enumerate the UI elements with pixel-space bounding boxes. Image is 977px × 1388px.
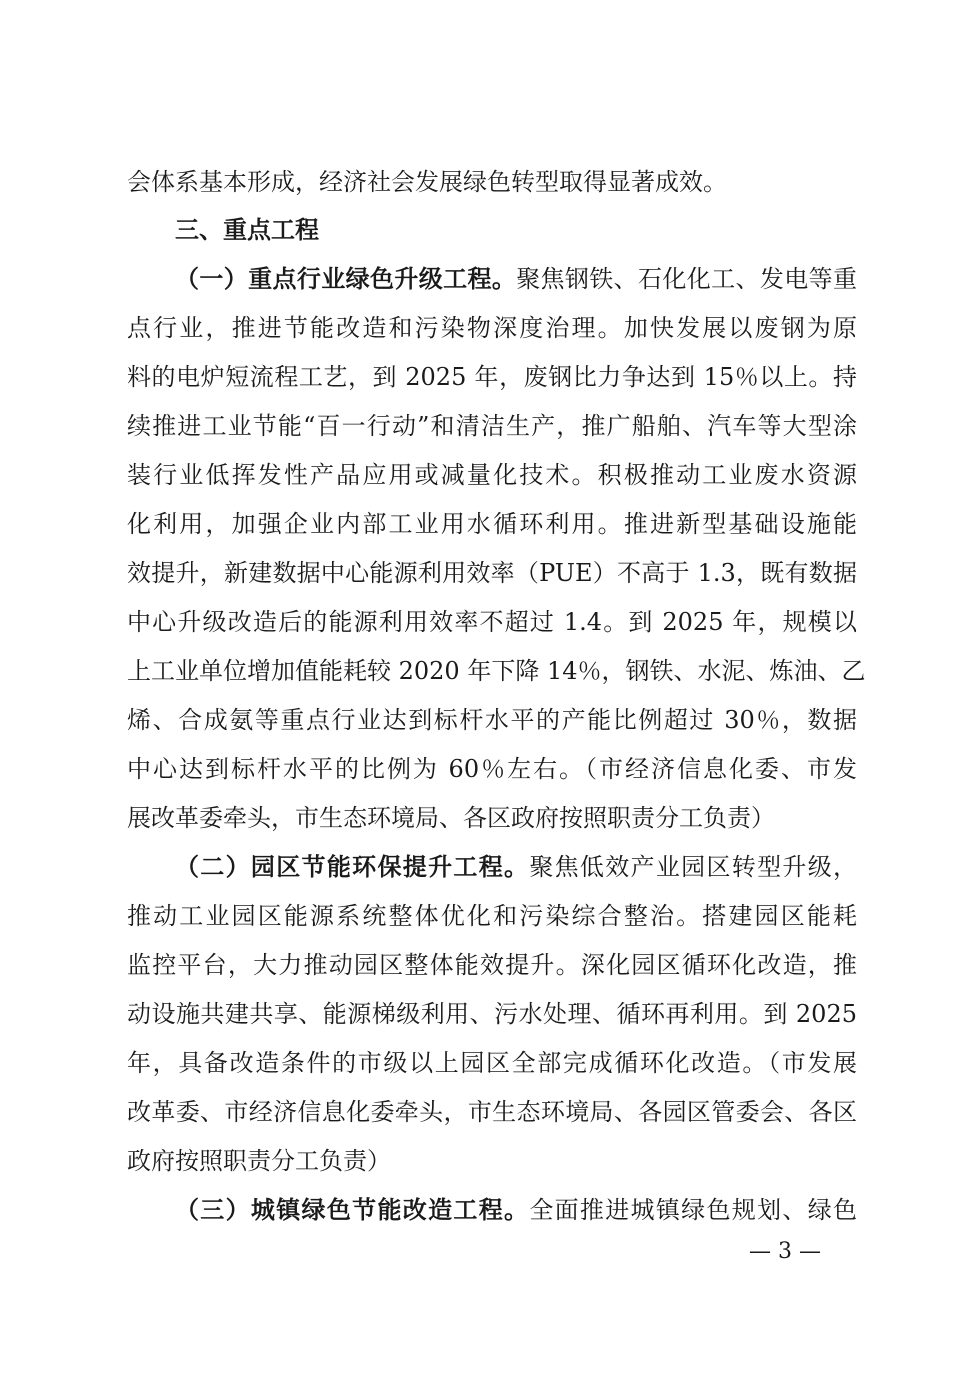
section-heading: 三、重点工程 [175,216,319,244]
paragraph-text: 聚焦低效产业园区转型升级， [529,853,858,881]
subsection-title: （一）重点行业绿色升级工程。 [175,265,517,293]
subsection-title: （二）园区节能环保提升工程。 [175,853,530,881]
paragraph-text: 聚焦钢铁、石化化工、发电等重 [516,265,858,293]
paragraph-line: 上工业单位增加值能耗较 2020 年下降 14％，钢铁、水泥、炼油、乙 [127,657,866,685]
paragraph-line: 推动工业园区能源系统整体优化和污染综合整治。搭建园区能耗 [127,902,857,930]
paragraph-line: 效提升，新建数据中心能源利用效率（PUE）不高于 1.3，既有数据 [127,559,857,587]
paragraph-line: 会体系基本形成，经济社会发展绿色转型取得显著成效。 [127,168,727,196]
paragraph-line: 年，具备改造条件的市级以上园区全部完成循环化改造。（市发展 [127,1049,857,1077]
paragraph-line: 料的电炉短流程工艺，到 2025 年，废钢比力争达到 15％以上。持 [127,363,857,391]
paragraph-line: 展改革委牵头，市生态环境局、各区政府按照职责分工负责） [127,804,775,832]
paragraph-line: 中心升级改造后的能源利用效率不超过 1.4。到 2025 年，规模以 [127,608,857,636]
paragraph-line: 装行业低挥发性产品应用或减量化技术。积极推动工业废水资源 [127,461,857,489]
paragraph-line: 改革委、市经济信息化委牵头，市生态环境局、各园区管委会、各区 [127,1098,857,1126]
paragraph-line: 化利用，加强企业内部工业用水循环利用。推进新型基础设施能 [127,510,857,538]
paragraph-line: 点行业，推进节能改造和污染物深度治理。加快发展以废钢为原 [127,314,857,342]
subsection-title: （三）城镇绿色节能改造工程。 [175,1196,530,1224]
paragraph-line: 政府按照职责分工负责） [127,1147,391,1175]
paragraph-line: 续推进工业节能“百一行动”和清洁生产，推广船舶、汽车等大型涂 [127,412,857,440]
paragraph-line: 烯、合成氨等重点行业达到标杆水平的产能比例超过 30％，数据 [127,706,857,734]
paragraph-line: 中心达到标杆水平的比例为 60％左右。（市经济信息化委、市发 [127,755,857,783]
paragraph-line [175,259,857,299]
page-number: — 3 — [749,1239,821,1264]
paragraph-line: 监控平台，大力推动园区整体能效提升。深化园区循环化改造，推 [127,951,857,979]
paragraph-line: 动设施共建共享、能源梯级利用、污水处理、循环再利用。到 2025 [127,1000,857,1028]
paragraph-line [175,847,857,887]
paragraph-line [175,1190,857,1230]
paragraph-text: 全面推进城镇绿色规划、绿色 [529,1196,858,1224]
